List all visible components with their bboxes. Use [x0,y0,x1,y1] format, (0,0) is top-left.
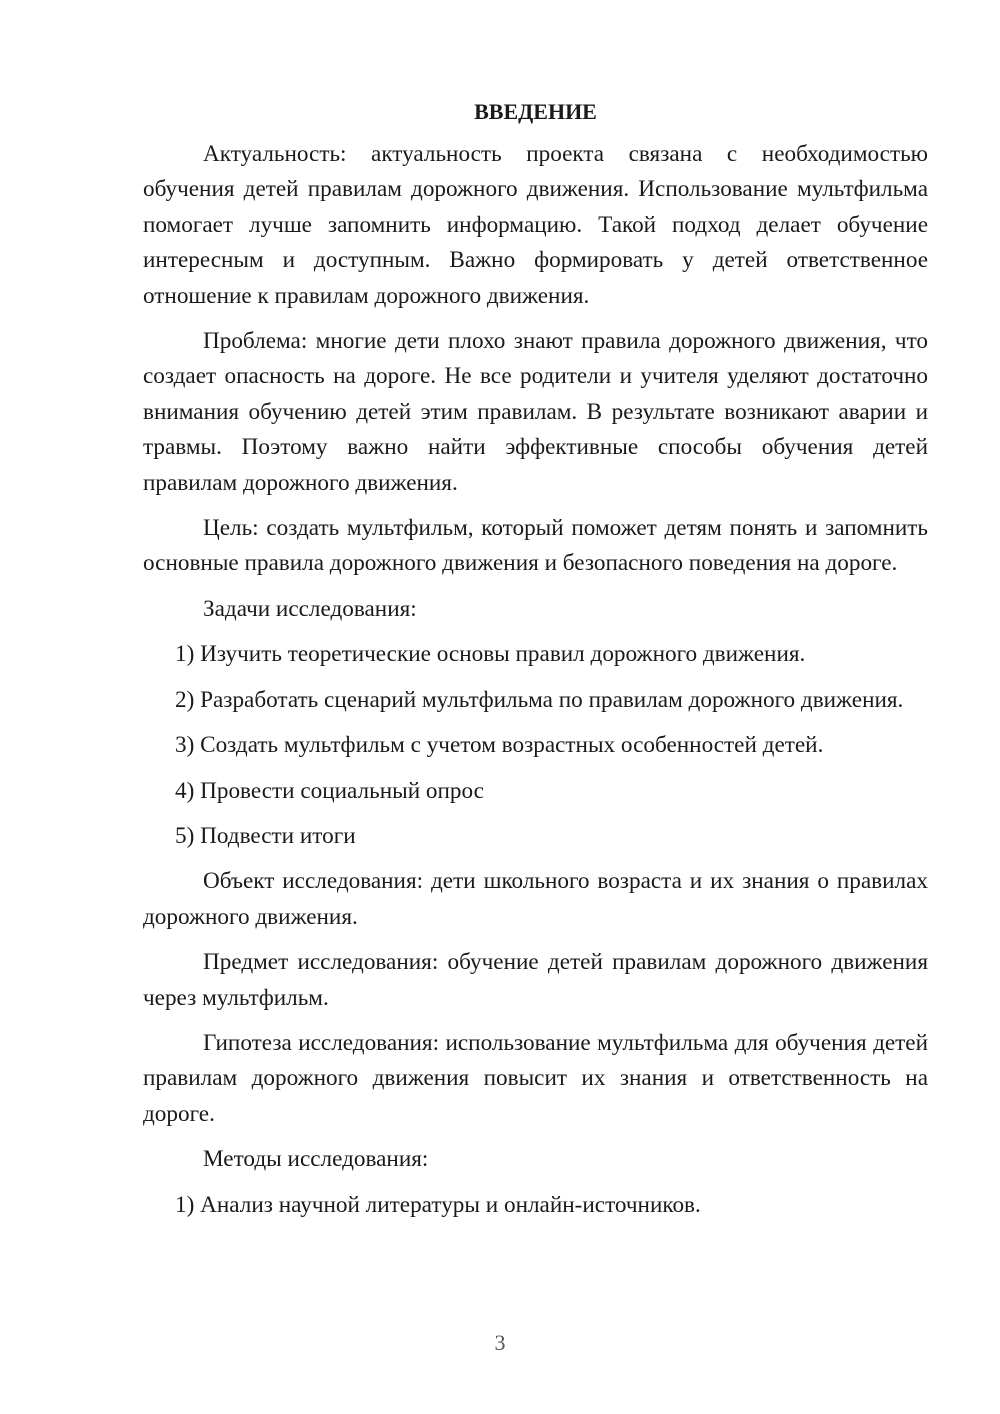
problem-paragraph: Проблема: многие дети плохо знают правила дорожного движения, что создает опасность на дороге. Не все родители и учителя уделяют достаточно внимания обучению детей этим правилам. В результате возникают аварии и травмы. Поэтому важно найти эффективные способы обучения детей правилам дорожного движения. [143,328,928,496]
task-item: 4) Провести социальный опрос [175,777,484,804]
task-item: 3) Создать мультфильм с учетом возрастных особенностей детей. [175,732,824,759]
page-title: ВВЕДЕНИЕ [474,99,597,124]
tasks-label: Задачи исследования: [203,595,417,622]
task-item: 2) Разработать сценарий мультфильма по правилам дорожного движения. [175,686,904,713]
method-item: 1) Анализ научной литературы и онлайн-источников. [175,1191,701,1218]
hypothesis-paragraph: Гипотеза исследования: использование мультфильма для обучения детей правилам дорожного движения повысит их знания и ответственность на дороге. [143,1029,928,1127]
subject-paragraph: Предмет исследования: обучение детей правилам дорожного движения через мультфильм. [143,949,928,1011]
document-page [143,94,928,1233]
methods-label: Методы исследования: [203,1146,429,1173]
task-item: 5) Подвести итоги [175,822,356,849]
page-number: 3 [494,1330,506,1355]
goal-paragraph: Цель: создать мультфильм, который поможет детям понять и запомнить основные правила дорожного движения и безопасного поведения на дороге. [143,515,928,577]
object-paragraph: Объект исследования: дети школьного возраста и их знания о правилах дорожного движения. [143,868,928,930]
relevance-paragraph: Актуальность: актуальность проекта связана с необходимостью обучения детей правилам дорожного движения. Использование мультфильма помогает лучше запомнить информацию. Такой подход делает обучение интересным и доступным. Важно формировать у детей ответственное отношение к правилам дорожного движения. [143,141,928,309]
task-item: 1) Изучить теоретические основы правил дорожного движения. [175,641,806,668]
